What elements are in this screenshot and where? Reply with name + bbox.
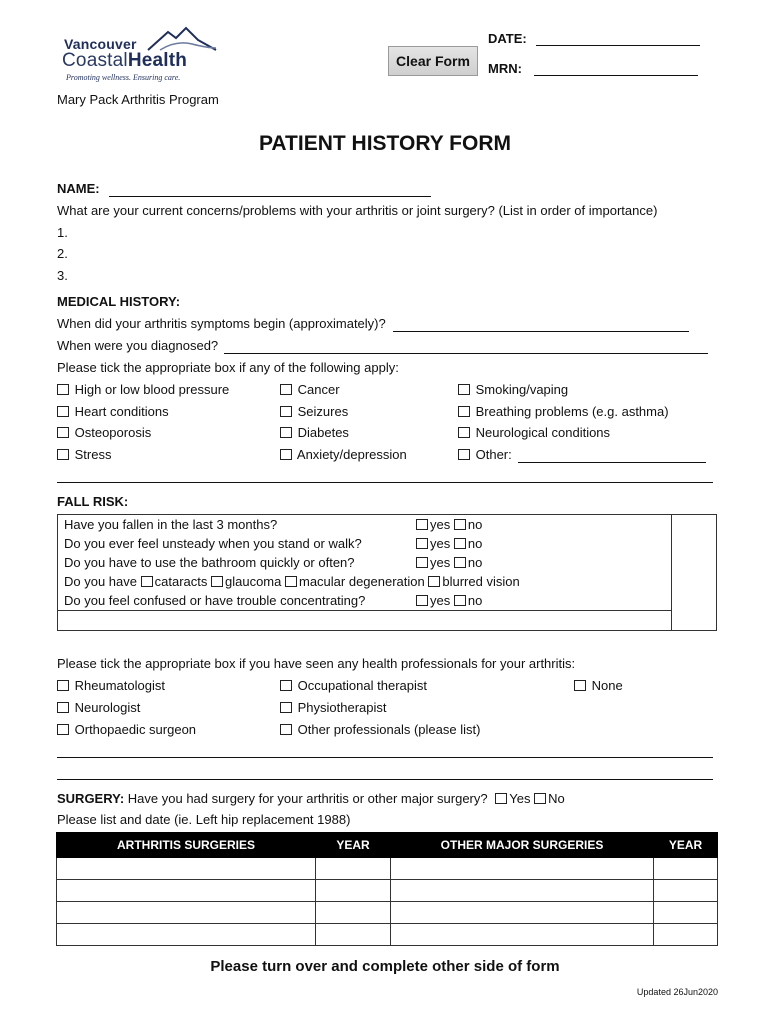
- checkbox-icon[interactable]: [458, 384, 470, 395]
- table-row: Do you have to use the bathroom quickly or often? yes no: [58, 553, 717, 572]
- table-header-row: [57, 833, 718, 858]
- mrn-label: MRN:: [488, 61, 522, 76]
- checkbox-icon[interactable]: [458, 406, 470, 417]
- condition-other[interactable]: Other:: [458, 447, 706, 463]
- prof-physiotherapist[interactable]: Physiotherapist: [280, 700, 387, 716]
- prof-occupational[interactable]: Occupational therapist: [280, 678, 427, 694]
- other-condition-field[interactable]: [518, 449, 706, 463]
- professionals-instruction: Please tick the appropriate box if you have seen any health professionals for your arthritis:: [57, 656, 576, 671]
- fall-risk-heading: FALL RISK:: [57, 494, 129, 509]
- date-label: DATE:: [488, 31, 527, 46]
- mrn-field[interactable]: [534, 62, 698, 76]
- checkbox-icon[interactable]: [57, 427, 69, 438]
- checkbox-icon[interactable]: [495, 793, 507, 804]
- checkbox-icon[interactable]: [285, 576, 297, 587]
- surgery-question: Have you had surgery for your arthritis or other major surgery?: [127, 791, 488, 806]
- surgery-table: [56, 832, 718, 946]
- logo-line2: CoastalHealth: [62, 50, 188, 71]
- condition-heart[interactable]: Heart conditions: [57, 404, 169, 420]
- fall-question-5: Do you feel confused or have trouble concentrating?: [64, 593, 366, 608]
- table-row: [57, 924, 718, 946]
- logo-tagline: Promoting wellness. Ensuring care.: [66, 73, 181, 82]
- vch-logo: [58, 24, 218, 84]
- checkbox-icon[interactable]: [428, 576, 440, 587]
- name-field[interactable]: [109, 183, 431, 197]
- footer-instruction: Please turn over and complete other side of form: [210, 958, 560, 975]
- checkbox-icon[interactable]: [458, 449, 470, 460]
- name-label: NAME:: [57, 181, 100, 196]
- concern-item-2[interactable]: 2.: [57, 246, 68, 261]
- fall-question-3: Do you have to use the bathroom quickly or often?: [64, 555, 355, 570]
- program-name: Mary Pack Arthritis Program: [57, 92, 219, 107]
- diagnosed-label: When were you diagnosed?: [57, 338, 219, 353]
- table-row: [58, 611, 717, 631]
- checkbox-icon[interactable]: [534, 793, 546, 804]
- fall-risk-table: [57, 514, 717, 631]
- date-row: [488, 31, 700, 46]
- checkbox-icon[interactable]: [574, 680, 586, 691]
- prof-none[interactable]: None: [574, 678, 623, 694]
- symptoms-begin-label: When did your arthritis symptoms begin (approximately)?: [57, 316, 386, 331]
- prof-neurologist[interactable]: Neurologist: [57, 700, 140, 716]
- header-year-2: YEAR: [654, 833, 718, 858]
- condition-breathing[interactable]: Breathing problems (e.g. asthma): [458, 404, 669, 420]
- checkbox-icon[interactable]: [280, 449, 292, 460]
- checkbox-icon[interactable]: [280, 384, 292, 395]
- checkbox-icon[interactable]: [280, 702, 292, 713]
- condition-cancer[interactable]: Cancer: [280, 382, 340, 398]
- mountain-logo-icon: [146, 26, 218, 52]
- symptoms-begin-row: [57, 316, 689, 332]
- checkbox-icon[interactable]: [454, 557, 466, 568]
- surgery-label: SURGERY:: [57, 791, 125, 806]
- checkbox-icon[interactable]: [458, 427, 470, 438]
- fall-question-1: Have you fallen in the last 3 months?: [64, 517, 278, 532]
- fall-question-4: Do you have: [64, 574, 137, 589]
- medical-tick-instruction: Please tick the appropriate box if any of the following apply:: [57, 360, 399, 375]
- table-row: [57, 858, 718, 880]
- condition-neurological[interactable]: Neurological conditions: [458, 425, 610, 441]
- checkbox-icon[interactable]: [280, 406, 292, 417]
- checkbox-icon[interactable]: [57, 680, 69, 691]
- concern-item-1[interactable]: 1.: [57, 225, 68, 240]
- divider-line: [57, 482, 713, 483]
- clear-form-button[interactable]: Clear Form: [388, 46, 478, 76]
- name-row: [57, 181, 431, 197]
- checkbox-icon[interactable]: [416, 595, 428, 606]
- symptoms-begin-field[interactable]: [393, 318, 689, 332]
- table-row: [57, 880, 718, 902]
- header-year-1: YEAR: [316, 833, 391, 858]
- diagnosed-row: [57, 338, 708, 354]
- checkbox-icon[interactable]: [280, 427, 292, 438]
- checkbox-icon[interactable]: [57, 702, 69, 713]
- condition-diabetes[interactable]: Diabetes: [280, 425, 349, 441]
- checkbox-icon[interactable]: [57, 384, 69, 395]
- surgery-row: SURGERY: Have you had surgery for your arthritis or other major surgery? Yes No: [57, 791, 565, 806]
- checkbox-icon[interactable]: [57, 406, 69, 417]
- condition-anxiety[interactable]: Anxiety/depression: [280, 447, 407, 463]
- diagnosed-field[interactable]: [224, 340, 708, 354]
- checkbox-icon[interactable]: [57, 449, 69, 460]
- checkbox-icon[interactable]: [416, 519, 428, 530]
- professionals-list-line-2[interactable]: [57, 779, 713, 780]
- concern-item-3[interactable]: 3.: [57, 268, 68, 283]
- header-other-surgeries: OTHER MAJOR SURGERIES: [391, 833, 654, 858]
- table-row: Do you ever feel unsteady when you stand or walk? yes no: [58, 534, 717, 553]
- concerns-question: What are your current concerns/problems with your arthritis or joint surgery? (List in order of importance): [57, 203, 658, 218]
- checkbox-icon[interactable]: [416, 538, 428, 549]
- prof-orthopaedic[interactable]: Orthopaedic surgeon: [57, 722, 196, 738]
- logo-line1: Vancouver: [64, 36, 137, 52]
- table-row: Do you feel confused or have trouble concentrating? yes no: [58, 591, 717, 611]
- table-row: [57, 902, 718, 924]
- checkbox-icon[interactable]: [280, 724, 292, 735]
- table-row: Have you fallen in the last 3 months? yes no: [58, 515, 717, 535]
- date-field[interactable]: [536, 32, 700, 46]
- checkbox-icon[interactable]: [416, 557, 428, 568]
- header-arthritis-surgeries: ARTHRITIS SURGERIES: [57, 833, 316, 858]
- checkbox-icon[interactable]: [141, 576, 153, 587]
- professionals-list-line-1[interactable]: [57, 757, 713, 758]
- medical-history-heading: MEDICAL HISTORY:: [57, 294, 181, 309]
- mrn-row: [488, 61, 698, 76]
- prof-other[interactable]: Other professionals (please list): [280, 722, 480, 738]
- fall-question-2: Do you ever feel unsteady when you stand or walk?: [64, 536, 362, 551]
- prof-rheumatologist[interactable]: Rheumatologist: [57, 678, 165, 694]
- condition-smoking[interactable]: Smoking/vaping: [458, 382, 568, 398]
- checkbox-icon[interactable]: [454, 595, 466, 606]
- condition-stress[interactable]: Stress: [57, 447, 111, 463]
- checkbox-icon[interactable]: [211, 576, 223, 587]
- checkbox-icon[interactable]: [454, 519, 466, 530]
- condition-osteoporosis[interactable]: Osteoporosis: [57, 425, 151, 441]
- checkbox-icon[interactable]: [454, 538, 466, 549]
- condition-high-low-bp[interactable]: High or low blood pressure: [57, 382, 229, 398]
- page-title: PATIENT HISTORY FORM: [258, 132, 511, 155]
- checkbox-icon[interactable]: [280, 680, 292, 691]
- surgery-list-instruction: Please list and date (ie. Left hip replacement 1988): [57, 812, 351, 827]
- updated-date: Updated 26Jun2020: [636, 987, 718, 997]
- table-row: Do you have cataracts glaucoma macular degeneration blurred vision: [58, 572, 717, 591]
- condition-seizures[interactable]: Seizures: [280, 404, 348, 420]
- checkbox-icon[interactable]: [57, 724, 69, 735]
